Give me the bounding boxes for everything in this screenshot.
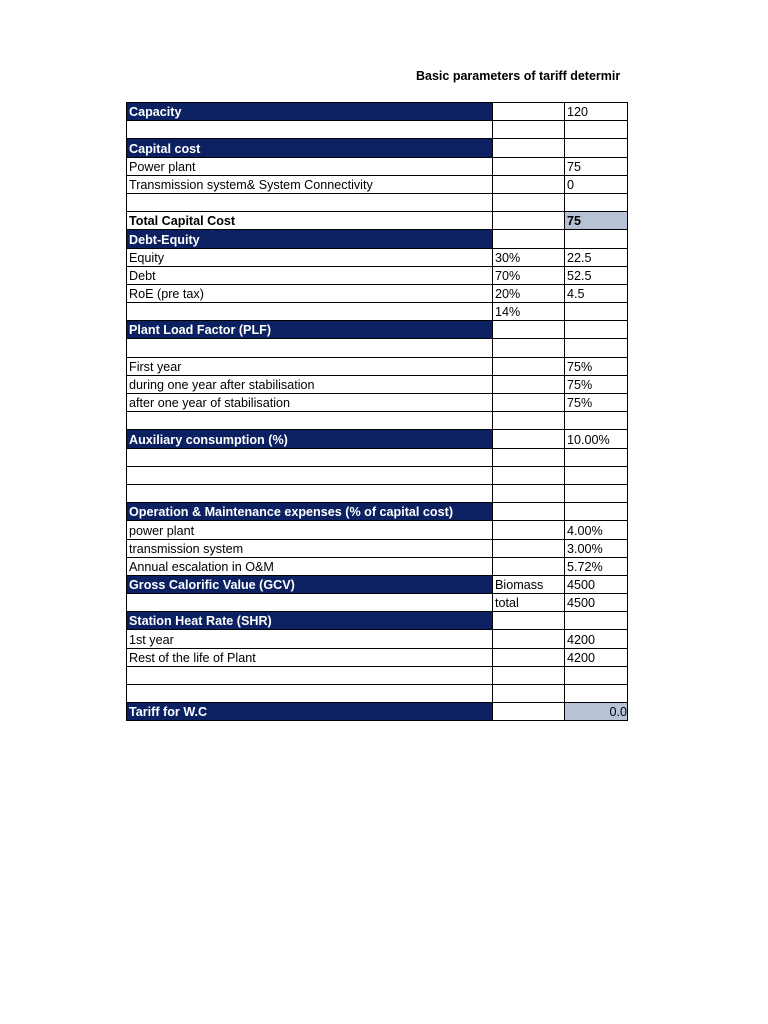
- row-param-cell[interactable]: 70%: [493, 266, 565, 284]
- row-param-cell[interactable]: [493, 430, 565, 448]
- row-value-cell[interactable]: 10.00%: [565, 430, 628, 448]
- row-label-cell[interactable]: Rest of the life of Plant: [127, 648, 493, 666]
- row-label-cell[interactable]: Operation & Maintenance expenses (% of capital cost): [127, 503, 493, 521]
- row-label-cell[interactable]: Debt-Equity: [127, 230, 493, 248]
- row-label-cell[interactable]: [127, 666, 493, 684]
- row-label-cell[interactable]: Capacity: [127, 103, 493, 121]
- row-value-cell[interactable]: [565, 412, 628, 430]
- table-row: [127, 157, 628, 175]
- row-param-cell[interactable]: [493, 484, 565, 502]
- row-label-cell[interactable]: [127, 303, 493, 321]
- section-header-row: [127, 139, 628, 157]
- row-label-cell[interactable]: [127, 448, 493, 466]
- row-value-cell[interactable]: [565, 230, 628, 248]
- row-label-cell[interactable]: Power plant: [127, 157, 493, 175]
- row-label-cell[interactable]: [127, 466, 493, 484]
- table-row: [127, 121, 628, 139]
- row-param-cell[interactable]: Biomass: [493, 575, 565, 593]
- table-row: [127, 248, 628, 266]
- row-value-cell[interactable]: 4.5: [565, 284, 628, 302]
- row-value-cell[interactable]: [565, 484, 628, 502]
- table-row: [127, 212, 628, 230]
- row-value-cell[interactable]: 4200: [565, 648, 628, 666]
- row-label-cell[interactable]: Station Heat Rate (SHR): [127, 612, 493, 630]
- table-row: [127, 666, 628, 684]
- section-header-row: [127, 430, 628, 448]
- row-value-cell[interactable]: 4500: [565, 575, 628, 593]
- row-value-cell[interactable]: [565, 339, 628, 357]
- table-row: [127, 484, 628, 502]
- row-param-cell[interactable]: [493, 412, 565, 430]
- section-header-row: [127, 321, 628, 339]
- row-value-cell[interactable]: 75%: [565, 357, 628, 375]
- row-value-cell[interactable]: 75%: [565, 375, 628, 393]
- row-param-cell[interactable]: [493, 103, 565, 121]
- row-label-cell[interactable]: 1st year: [127, 630, 493, 648]
- section-header-row: [127, 575, 628, 593]
- section-header-row: [127, 703, 628, 721]
- row-label-cell[interactable]: Transmission system& System Connectivity: [127, 175, 493, 193]
- row-label-cell[interactable]: [127, 594, 493, 612]
- section-header-row: [127, 103, 628, 121]
- table-row: [127, 303, 628, 321]
- table-row: [127, 394, 628, 412]
- row-value-cell[interactable]: [565, 612, 628, 630]
- row-label-cell[interactable]: RoE (pre tax): [127, 284, 493, 302]
- table-row: [127, 193, 628, 211]
- row-param-cell[interactable]: [493, 394, 565, 412]
- row-param-cell[interactable]: [493, 466, 565, 484]
- row-param-cell[interactable]: [493, 357, 565, 375]
- row-label-cell[interactable]: Annual escalation in O&M: [127, 557, 493, 575]
- tariff-parameters-body: [127, 103, 628, 721]
- row-param-cell[interactable]: [493, 539, 565, 557]
- row-param-cell[interactable]: [493, 139, 565, 157]
- row-value-cell[interactable]: 5.72%: [565, 557, 628, 575]
- table-row: [127, 521, 628, 539]
- table-row: [127, 175, 628, 193]
- row-label-cell[interactable]: transmission system: [127, 539, 493, 557]
- table-row: [127, 557, 628, 575]
- table-row: [127, 284, 628, 302]
- row-label-cell[interactable]: Tariff for W.C: [127, 703, 493, 721]
- row-label-cell[interactable]: [127, 685, 493, 703]
- row-value-cell[interactable]: 0: [565, 175, 628, 193]
- row-value-cell[interactable]: 0.0: [565, 703, 628, 721]
- row-value-cell[interactable]: 52.5: [565, 266, 628, 284]
- row-value-cell[interactable]: 75%: [565, 394, 628, 412]
- row-value-cell[interactable]: [565, 466, 628, 484]
- row-param-cell[interactable]: [493, 648, 565, 666]
- row-value-cell[interactable]: 4.00%: [565, 521, 628, 539]
- row-label-cell[interactable]: [127, 121, 493, 139]
- row-label-cell[interactable]: Capital cost: [127, 139, 493, 157]
- row-value-cell[interactable]: [565, 321, 628, 339]
- row-label-cell[interactable]: Total Capital Cost: [127, 212, 493, 230]
- row-param-cell[interactable]: [493, 630, 565, 648]
- row-param-cell[interactable]: 20%: [493, 284, 565, 302]
- row-param-cell[interactable]: [493, 375, 565, 393]
- row-value-cell[interactable]: 75: [565, 212, 628, 230]
- row-param-cell[interactable]: total: [493, 594, 565, 612]
- row-param-cell[interactable]: [493, 157, 565, 175]
- row-value-cell[interactable]: [565, 666, 628, 684]
- table-row: [127, 375, 628, 393]
- row-label-cell[interactable]: power plant: [127, 521, 493, 539]
- table-row: [127, 685, 628, 703]
- table-row: [127, 648, 628, 666]
- row-value-cell[interactable]: [565, 193, 628, 211]
- row-value-cell[interactable]: 4200: [565, 630, 628, 648]
- row-param-cell[interactable]: [493, 703, 565, 721]
- row-value-cell[interactable]: 75: [565, 157, 628, 175]
- row-value-cell[interactable]: 120: [565, 103, 628, 121]
- table-row: [127, 630, 628, 648]
- row-label-cell[interactable]: Gross Calorific Value (GCV): [127, 575, 493, 593]
- row-label-cell[interactable]: [127, 193, 493, 211]
- row-value-cell[interactable]: 4500: [565, 594, 628, 612]
- row-param-cell[interactable]: [493, 666, 565, 684]
- table-row: [127, 466, 628, 484]
- row-value-cell[interactable]: [565, 139, 628, 157]
- row-label-cell[interactable]: Debt: [127, 266, 493, 284]
- row-param-cell[interactable]: 14%: [493, 303, 565, 321]
- page-title: Basic parameters of tariff determir: [416, 69, 621, 83]
- section-header-row: [127, 503, 628, 521]
- table-row: [127, 266, 628, 284]
- row-param-cell[interactable]: [493, 339, 565, 357]
- row-label-cell[interactable]: [127, 339, 493, 357]
- row-label-cell[interactable]: after one year of stabilisation: [127, 394, 493, 412]
- row-value-cell[interactable]: [565, 685, 628, 703]
- table-row: [127, 339, 628, 357]
- row-param-cell[interactable]: [493, 612, 565, 630]
- section-header-row: [127, 230, 628, 248]
- row-param-cell[interactable]: [493, 321, 565, 339]
- row-param-cell[interactable]: [493, 121, 565, 139]
- row-value-cell[interactable]: [565, 121, 628, 139]
- row-label-cell[interactable]: [127, 412, 493, 430]
- row-param-cell[interactable]: [493, 230, 565, 248]
- row-param-cell[interactable]: [493, 193, 565, 211]
- row-label-cell[interactable]: [127, 484, 493, 502]
- table-row: [127, 448, 628, 466]
- row-label-cell[interactable]: Equity: [127, 248, 493, 266]
- table-row: [127, 539, 628, 557]
- row-param-cell[interactable]: [493, 557, 565, 575]
- row-value-cell[interactable]: 22.5: [565, 248, 628, 266]
- table-row: [127, 412, 628, 430]
- row-param-cell[interactable]: [493, 448, 565, 466]
- row-label-cell[interactable]: Plant Load Factor (PLF): [127, 321, 493, 339]
- row-value-cell[interactable]: [565, 448, 628, 466]
- row-param-cell[interactable]: [493, 212, 565, 230]
- row-param-cell[interactable]: 30%: [493, 248, 565, 266]
- row-param-cell[interactable]: [493, 175, 565, 193]
- row-param-cell[interactable]: [493, 685, 565, 703]
- row-label-cell[interactable]: First year: [127, 357, 493, 375]
- row-label-cell[interactable]: during one year after stabilisation: [127, 375, 493, 393]
- row-value-cell[interactable]: 3.00%: [565, 539, 628, 557]
- tariff-parameters-table: [126, 102, 628, 721]
- row-value-cell[interactable]: [565, 303, 628, 321]
- row-param-cell[interactable]: [493, 503, 565, 521]
- section-header-row: [127, 612, 628, 630]
- row-label-cell[interactable]: Auxiliary consumption (%): [127, 430, 493, 448]
- table-row: [127, 357, 628, 375]
- row-value-cell[interactable]: [565, 503, 628, 521]
- table-row: [127, 594, 628, 612]
- row-param-cell[interactable]: [493, 521, 565, 539]
